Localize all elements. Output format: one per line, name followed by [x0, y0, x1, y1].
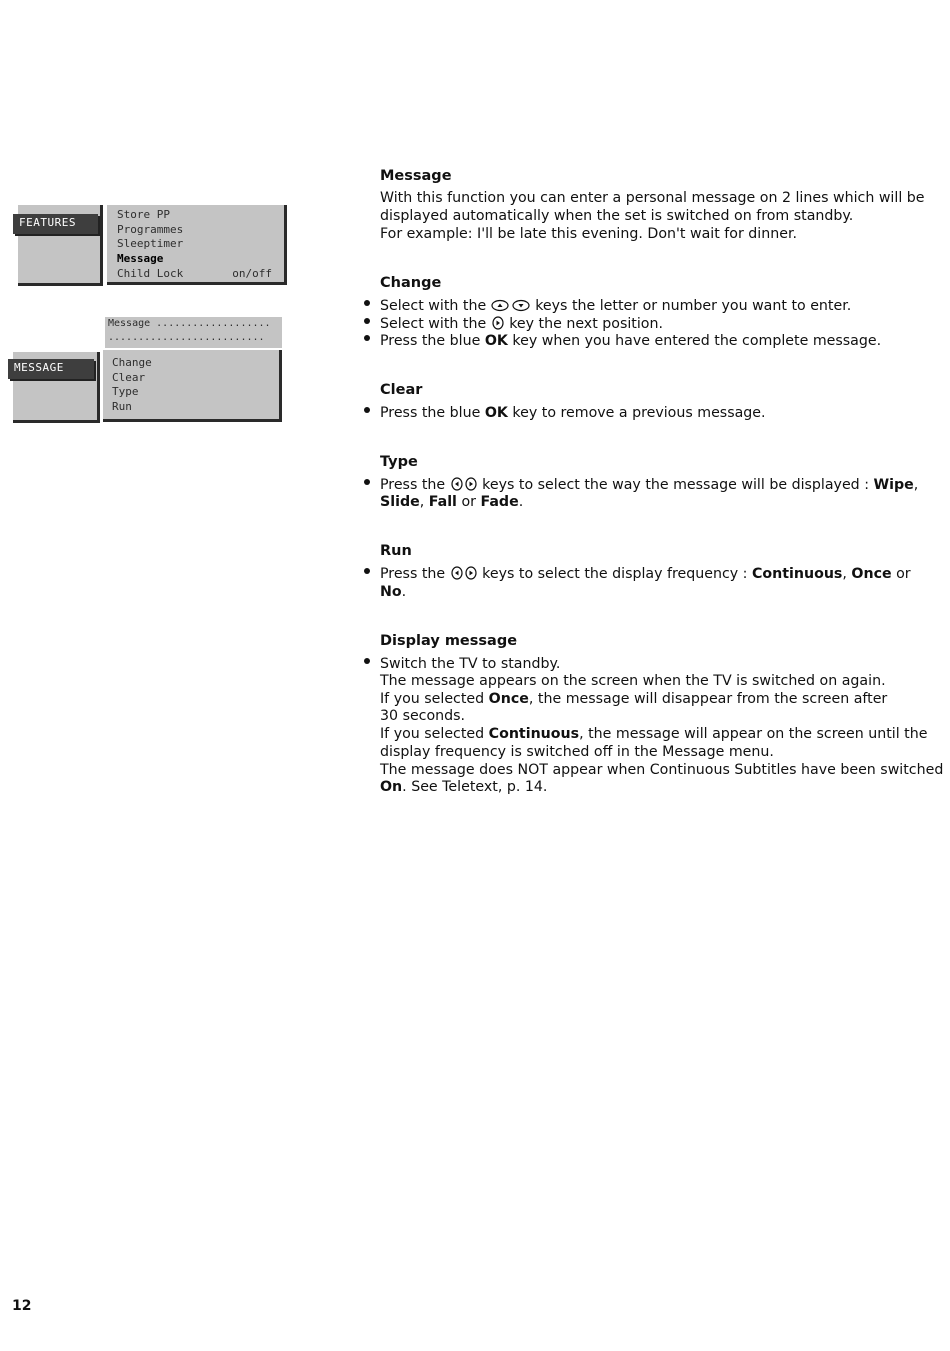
bullet	[363, 299, 371, 307]
display-line6: display frequency is switched off in the Message menu.	[380, 744, 774, 760]
features-menu	[107, 205, 287, 285]
run-line2: No.	[380, 584, 407, 600]
cursor-left-right-keys-icon	[450, 566, 478, 580]
heading-type: Type	[380, 454, 418, 470]
message-preview-field	[105, 317, 282, 348]
heading-message: Message	[380, 168, 452, 184]
heading-run: Run	[380, 543, 412, 559]
display-line2: The message appears on the screen when the TV is switched on again.	[380, 673, 886, 689]
message-intro-line1: With this function you can enter a personal message on 2 lines which will be	[380, 190, 925, 206]
display-line3: If you selected Once, the message will disappear from the screen after	[380, 691, 888, 707]
features-item-child-lock[interactable]: Child Lock on/off	[117, 266, 272, 280]
features-tab-label: FEATURES	[13, 214, 98, 234]
bullet	[363, 567, 371, 575]
bullet	[363, 406, 371, 414]
run-bullet-line1: Press the keys to select the display frequency : Continuous, Once or	[380, 566, 911, 584]
message-item-type[interactable]: Type	[112, 385, 139, 399]
message-preview-line2: ..........................	[108, 332, 265, 343]
display-line5: If you selected Continuous, the message will appear on the screen until the	[380, 726, 928, 742]
display-line4: 30 seconds.	[380, 708, 466, 724]
heading-clear: Clear	[380, 382, 423, 398]
change-bullet-1: Select with the keys the letter or number you want to enter.	[380, 298, 851, 316]
display-line7: The message does NOT appear when Continuous Subtitles have been switched	[380, 762, 944, 778]
type-bullet-line1: Press the keys to select the way the message will be displayed : Wipe,	[380, 477, 918, 495]
features-item-programmes[interactable]: Programmes	[117, 222, 184, 236]
heading-change: Change	[380, 275, 442, 291]
message-item-run[interactable]: Run	[112, 400, 132, 414]
cursor-right-key-icon	[491, 316, 505, 330]
change-bullet-3: Press the blue OK key when you have entered the complete message.	[380, 333, 881, 351]
message-tab-label: MESSAGE	[8, 359, 94, 379]
message-example: For example: I'll be late this evening. Don't wait for dinner.	[380, 226, 797, 242]
change-bullet-2: Select with the key the next position.	[380, 316, 663, 334]
heading-display-message: Display message	[380, 633, 518, 649]
type-line2: Slide, Fall or Fade.	[380, 494, 524, 510]
bullet	[363, 334, 371, 342]
message-menu	[103, 350, 282, 422]
bullet	[363, 657, 371, 665]
features-item-message[interactable]: Message	[117, 252, 164, 266]
bullet	[363, 317, 371, 325]
cursor-left-right-keys-icon	[450, 477, 478, 491]
page-number: 12	[12, 1298, 32, 1314]
message-item-change[interactable]: Change	[112, 356, 152, 369]
features-item-store-pp[interactable]: Store PP	[117, 208, 170, 221]
message-preview-line1: Message ...................	[108, 318, 271, 329]
cursor-up-down-keys-icon	[491, 299, 531, 312]
bullet	[363, 478, 371, 486]
child-lock-value: on/off	[232, 266, 272, 280]
display-bullet-line1: Switch the TV to standby.	[380, 656, 560, 674]
display-line8: On. See Teletext, p. 14.	[380, 779, 548, 795]
message-item-clear[interactable]: Clear	[112, 370, 146, 384]
message-intro-line2: displayed automatically when the set is switched on from standby.	[380, 208, 854, 224]
features-item-sleeptimer[interactable]: Sleeptimer	[117, 237, 184, 251]
clear-bullet-1: Press the blue OK key to remove a previous message.	[380, 405, 766, 423]
